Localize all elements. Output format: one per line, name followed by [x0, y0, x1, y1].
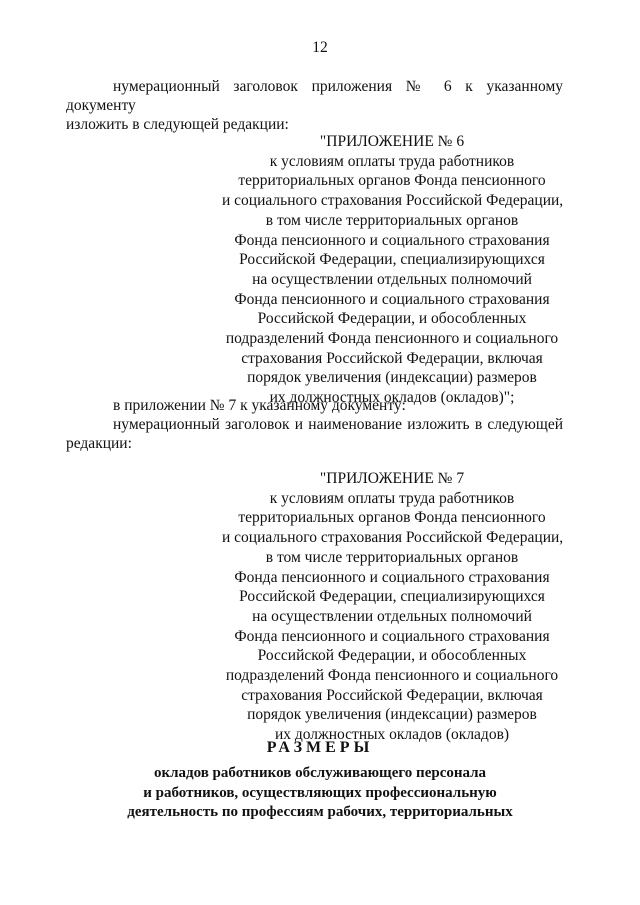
appendix-6-line: в том числе территориальных органов: [265, 211, 519, 229]
appendix-6-line: на осуществлении отдельных полномочий: [252, 270, 532, 288]
appendix-7-line: территориальных органов Фонда пенсионного: [238, 509, 546, 527]
appendix-7-line: "ПРИЛОЖЕНИЕ № 7: [319, 470, 465, 487]
appendix-7-line: Фонда пенсионного и социального страхования: [234, 627, 550, 645]
appendix-6-line: территориальных органов Фонда пенсионного: [238, 172, 546, 190]
sizes-subheading-line: окладов работников обслуживающего персонала: [153, 765, 487, 781]
appendix-7-intro-text: в приложении № 7 к указанному документу:: [113, 397, 406, 414]
appendix-7-line: Российской Федерации, и обособленных: [257, 647, 527, 665]
appendix-7-line: их должностных окладов (окладов): [274, 726, 510, 744]
appendix-6-line: Фонда пенсионного и социального страхования: [234, 231, 550, 249]
sizes-heading: РАЗМЕРЫ: [266, 739, 374, 756]
appendix-6-line: Российской Федерации, и обособленных: [257, 310, 527, 328]
intro-paragraph-line-1: нумерационный заголовок приложения № 6 к указанному документу: [66, 78, 563, 114]
appendix-6-line: страхования Российской Федерации, включая: [241, 349, 543, 367]
intro-paragraph-line-2: изложить в следующей редакции:: [66, 116, 289, 133]
appendix-7-line: и социального страхования Российской Федерации,: [222, 529, 564, 547]
sizes-subheading-line: и работников, осуществляющих профессиональную: [143, 784, 497, 801]
intro-paragraph: [66, 77, 563, 134]
appendix-6-line: порядок увеличения (индексации) размеров: [247, 369, 537, 387]
page-number: 12: [312, 39, 328, 56]
appendix-6-line: и социального страхования Российской Федерации,: [222, 192, 564, 210]
appendix-6-line: Российской Федерации, специализирующихся: [239, 251, 545, 269]
appendix-7-line: в том числе территориальных органов: [265, 548, 519, 566]
appendix-7-line: страхования Российской Федерации, включая: [241, 686, 543, 704]
appendix-6-line: их должностных окладов (окладов)";: [269, 389, 515, 407]
appendix-6-line: Фонда пенсионного и социального страхования: [234, 290, 550, 308]
appendix-7-line: на осуществлении отдельных полномочий: [252, 607, 532, 625]
heading-paragraph: [66, 415, 563, 453]
heading-paragraph-line-2: редакции:: [66, 435, 132, 452]
appendix-7-line: порядок увеличения (индексации) размеров: [247, 706, 537, 724]
heading-paragraph-line-1: нумерационный заголовок и наименование изложить в следующей: [113, 416, 563, 433]
appendix-7-block: [222, 469, 562, 745]
appendix-7-intro: [66, 396, 563, 415]
appendix-7-line: к условиям оплаты труда работников: [269, 489, 515, 507]
appendix-6-line: "ПРИЛОЖЕНИЕ № 6: [319, 133, 465, 150]
appendix-7-line: подразделений Фонда пенсионного и социального: [225, 667, 559, 685]
appendix-6-block: [222, 132, 562, 408]
sizes-subheading: [0, 764, 640, 823]
appendix-7-line: Фонда пенсионного и социального страхования: [234, 568, 550, 586]
sizes-subheading-line: деятельность по профессиям рабочих, территориальных: [127, 804, 513, 820]
appendix-7-line: Российской Федерации, специализирующихся: [239, 588, 545, 606]
appendix-6-line: к условиям оплаты труда работников: [269, 152, 515, 170]
appendix-6-line: подразделений Фонда пенсионного и социального: [225, 330, 559, 348]
